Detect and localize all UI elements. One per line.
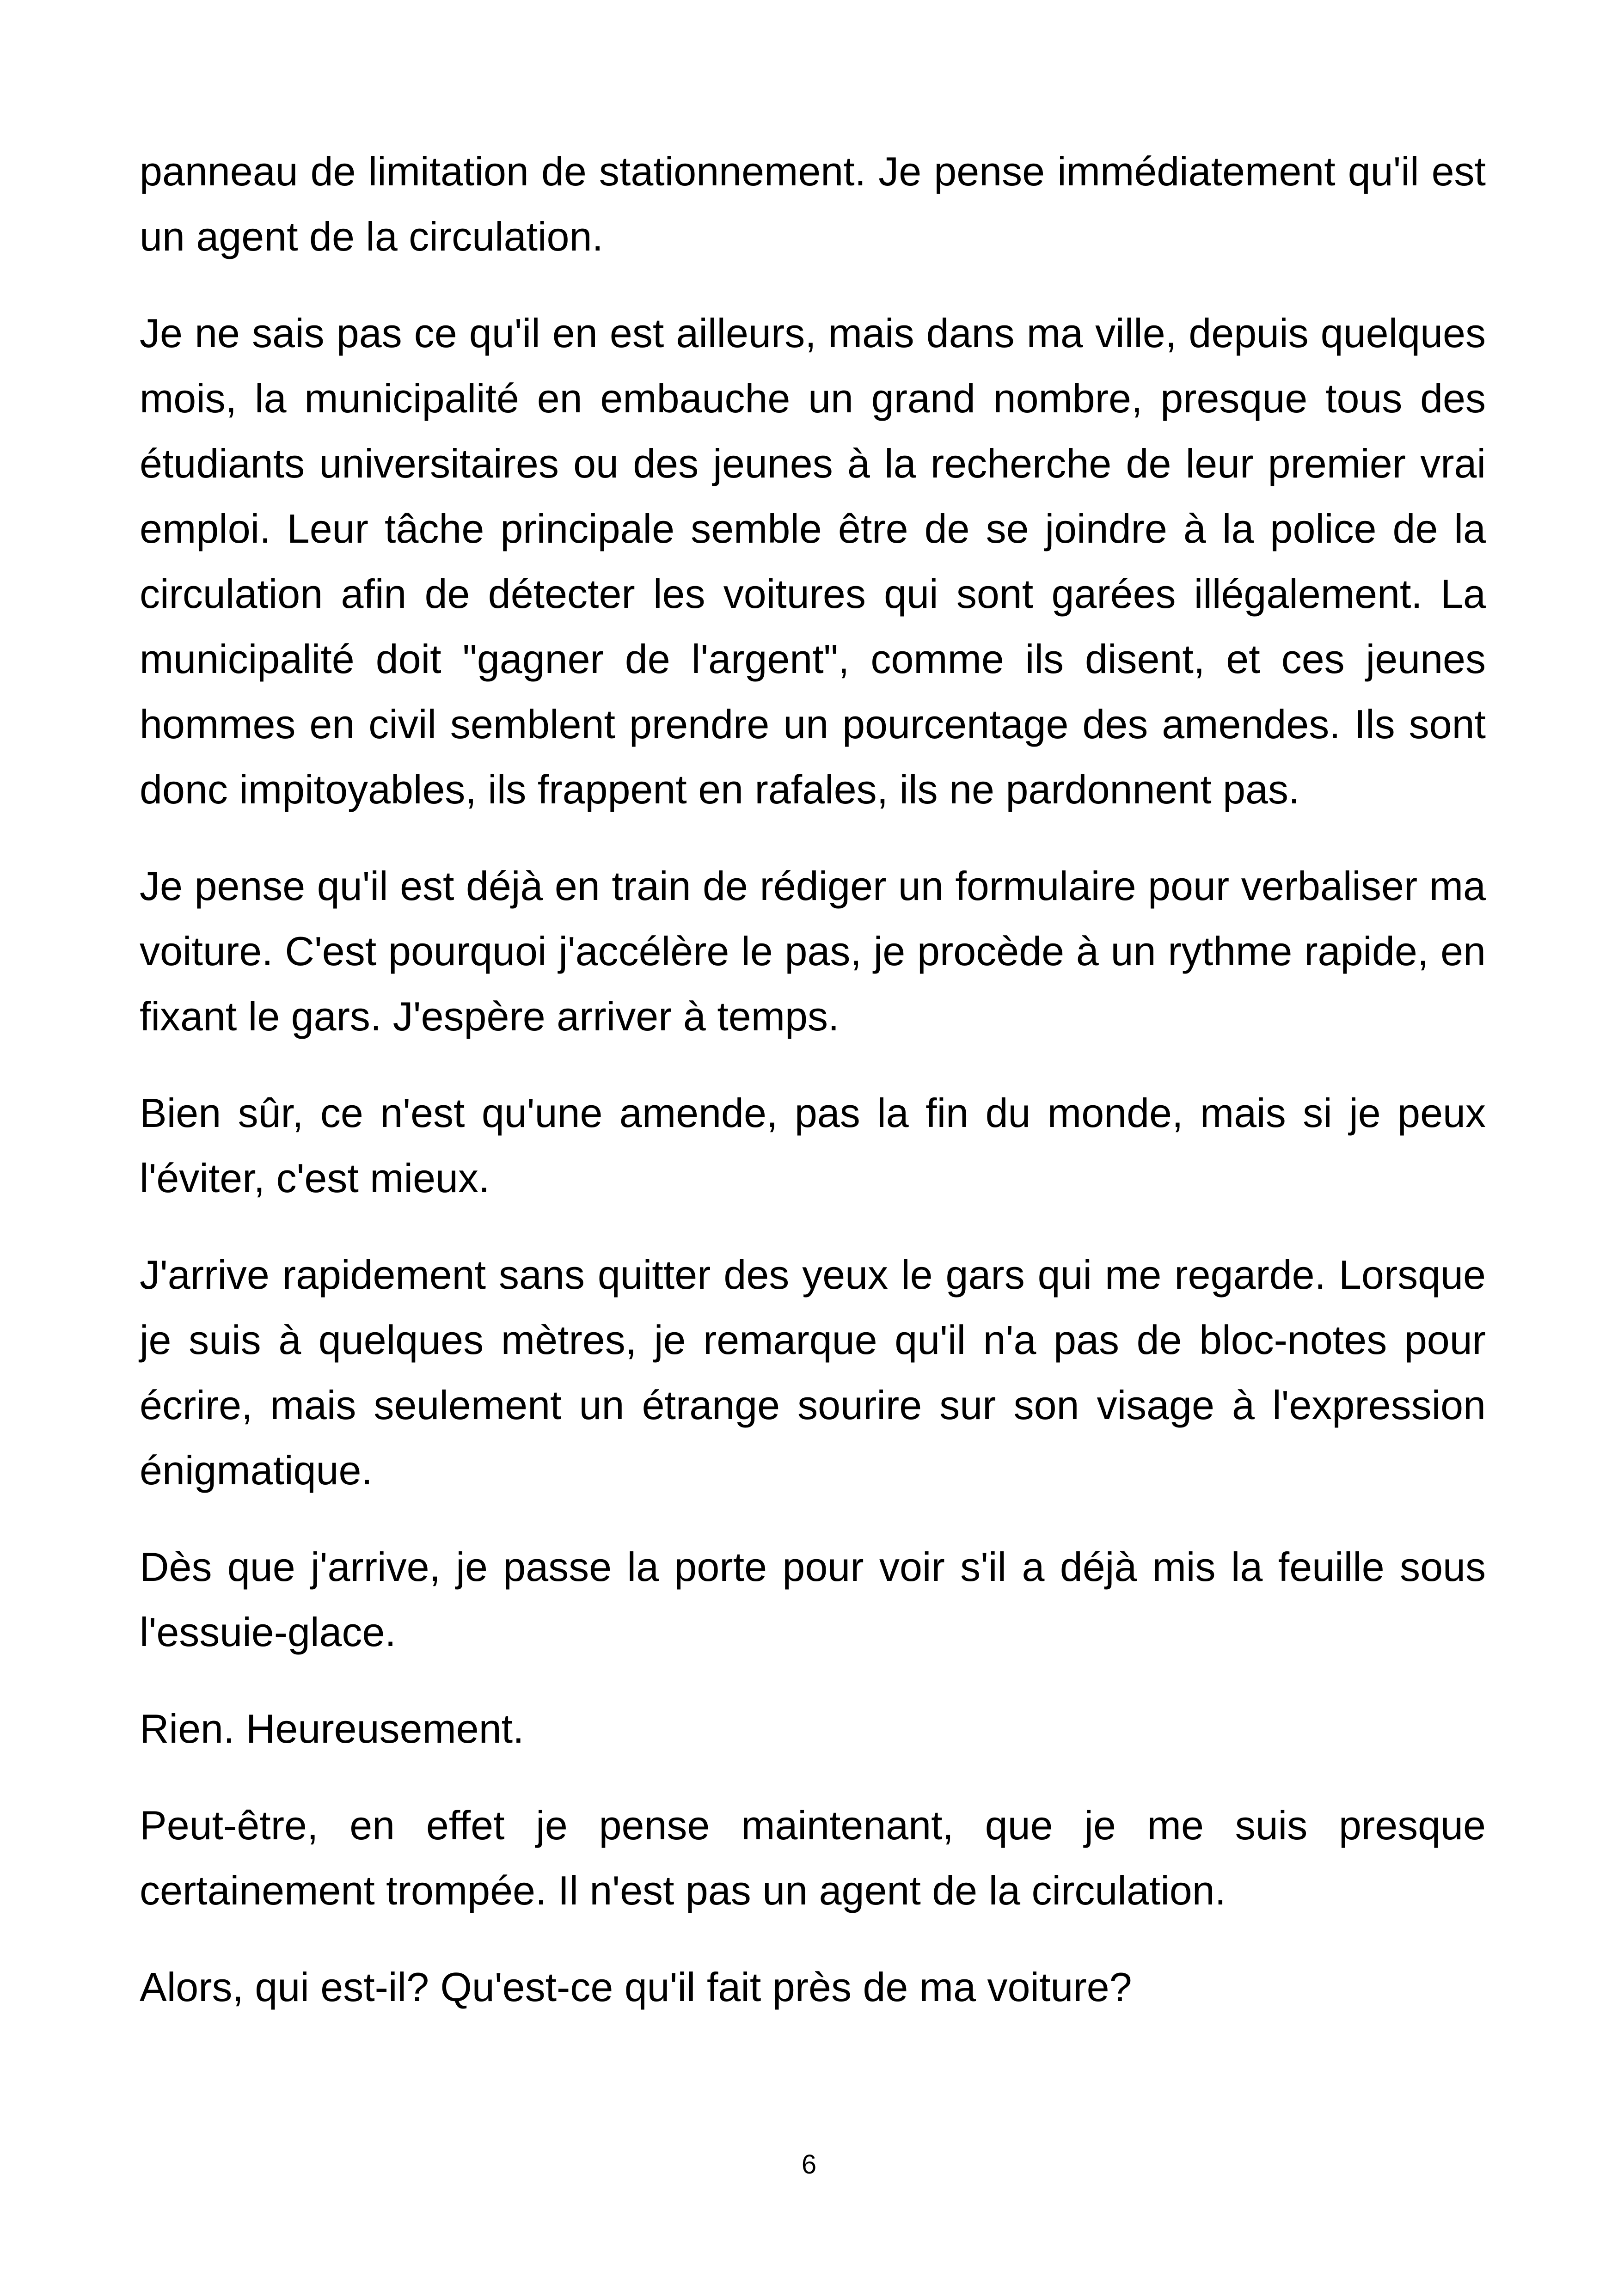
paragraph-1: panneau de limitation de stationnement. Je pense immédiatement qu'il est un agent de la circulation. xyxy=(140,148,1486,259)
paragraph-3: Je pense qu'il est déjà en train de rédiger un formulaire pour verbaliser ma voiture. C'est pourquoi j'accélère le pas, je procède à un rythme rapide, en fixant le gars. J'espère arriver à temps. xyxy=(140,863,1486,1039)
paragraph-8: Peut-être, en effet je pense maintenant, que je me suis presque certainement trompée. Il n'est pas un agent de la circulation. xyxy=(140,1802,1486,1913)
body-text xyxy=(140,139,1486,2051)
paragraph-5: J'arrive rapidement sans quitter des yeux le gars qui me regarde. Lorsque je suis à quelques mètres, je remarque qu'il n'a pas de bloc-notes pour écrire, mais seulement un étrange sourire sur son visage à l'expression énigmatique. xyxy=(140,1252,1486,1493)
paragraph-7: Rien. Heureusement. xyxy=(140,1706,524,1751)
paragraph-4: Bien sûr, ce n'est qu'une amende, pas la fin du monde, mais si je peux l'éviter, c'est mieux. xyxy=(140,1090,1486,1201)
paragraph-9: Alors, qui est-il? Qu'est-ce qu'il fait près de ma voiture? xyxy=(140,1964,1132,2010)
paragraph-2: Je ne sais pas ce qu'il en est ailleurs, mais dans ma ville, depuis quelques mois, la municipalité en embauche un grand nombre, presque tous des étudiants universitaires ou des jeunes à la recherche de leur premier vrai emploi. Leur tâche principale semble être de se joindre à la police de la circulation afin de détecter les voitures qui sont garées illégalement. La municipalité doit "gagner de l'argent", comme ils disent, et ces jeunes hommes en civil semblent prendre un pourcentage des amendes. Ils sont donc impitoyables, ils frappent en rafales, ils ne pardonnent pas. xyxy=(140,310,1486,812)
page-number: 6 xyxy=(801,2149,817,2180)
paragraph-6: Dès que j'arrive, je passe la porte pour voir s'il a déjà mis la feuille sous l'essuie-glace. xyxy=(140,1544,1486,1655)
